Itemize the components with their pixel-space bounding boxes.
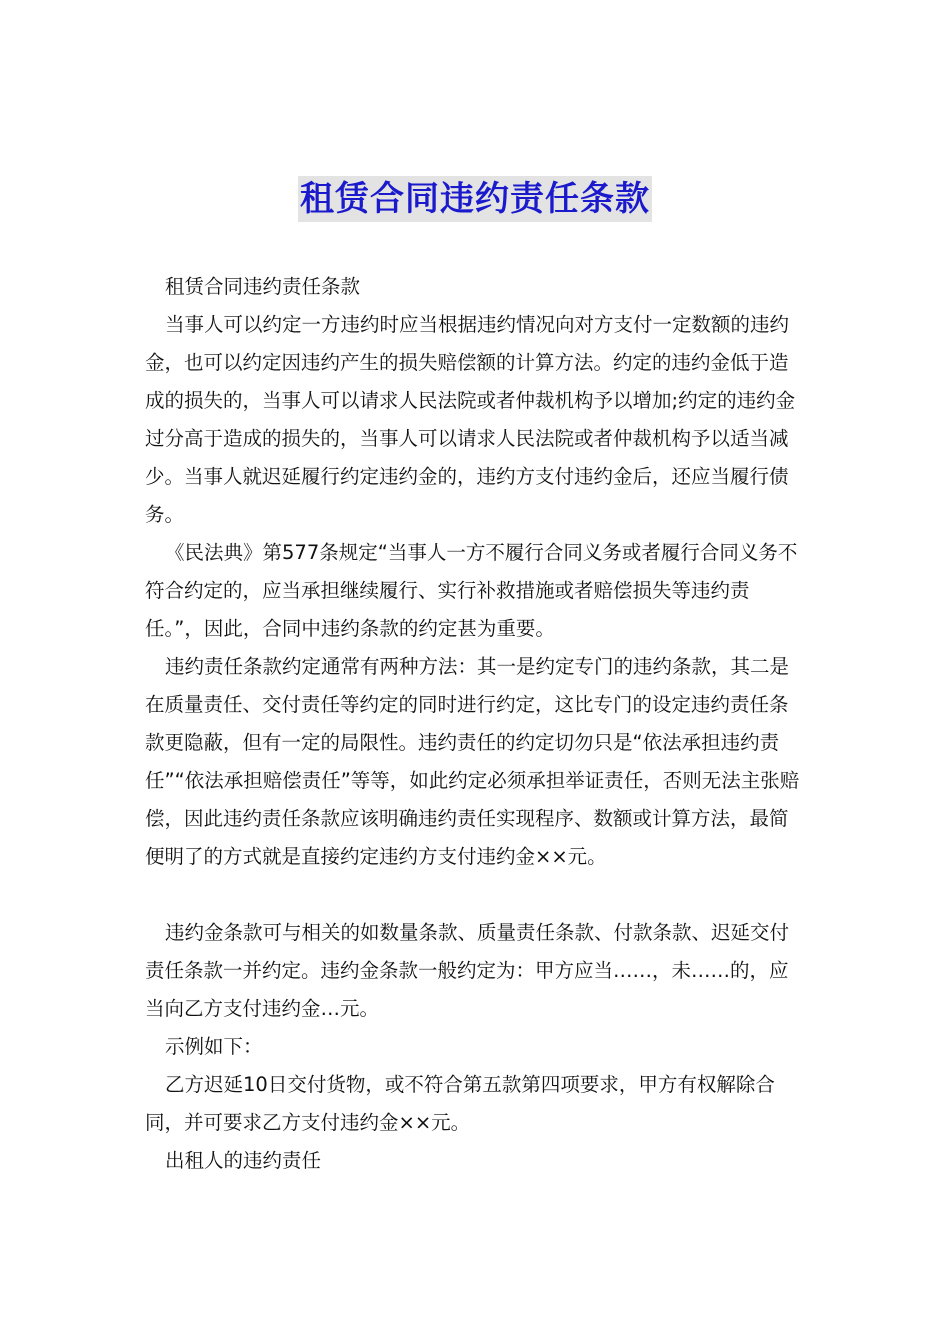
paragraph-liquidated-damages: 当事人可以约定一方违约时应当根据违约情况向对方支付一定数额的违约金，也可以约定因违约产生的损失赔偿额的计算方法。约定的违约金低于造成的损失的，当事人可以请求人民法院或者仲裁机构予以增加;约定的违约金过分高于造成的损失的，当事人可以请求人民法院或者仲裁机构予以适当减少。当事人就迟延履行约定违约金的，违约方支付违约金后，还应当履行债务。 [145, 313, 796, 526]
document-title: 租赁合同违约责任条款 [298, 176, 652, 222]
blank-line [145, 876, 805, 914]
document-body [145, 268, 805, 1180]
paragraph-heading: 租赁合同违约责任条款 [165, 275, 361, 298]
paragraph-lessor-liability: 出租人的违约责任 [165, 1149, 322, 1172]
paragraph-example: 乙方迟延10日交付货物，或不符合第五款第四项要求，甲方有权解除合同，并可要求乙方支付违约金××元。 [145, 1073, 775, 1134]
paragraph-civil-code: 《民法典》第577条规定“当事人一方不履行合同义务或者履行合同义务不符合约定的，应当承担继续履行、实行补救措施或者赔偿损失等违约责任。”，因此，合同中违约条款的约定甚为重要。 [145, 541, 798, 640]
paragraph-example-label: 示例如下： [165, 1035, 263, 1058]
paragraph-methods: 违约责任条款约定通常有两种方法：其一是约定专门的违约条款，其二是在质量责任、交付责任等约定的同时进行约定，这比专门的设定违约责任条款更隐蔽，但有一定的局限性。违约责任的约定切勿只是“依法承担违约责任”“依法承担赔偿责任”等等，如此约定必须承担举证责任，否则无法主张赔偿，因此违约责任条款应该明确违约责任实现程序、数额或计算方法，最简便明了的方式就是直接约定违约方支付违约金××元。 [145, 655, 800, 868]
paragraph-combined-clauses: 违约金条款可与相关的如数量条款、质量责任条款、付款条款、迟延交付责任条款一并约定。违约金条款一般约定为：甲方应当……，未……的，应当向乙方支付违约金…元。 [145, 921, 790, 1020]
title-container [0, 176, 950, 222]
